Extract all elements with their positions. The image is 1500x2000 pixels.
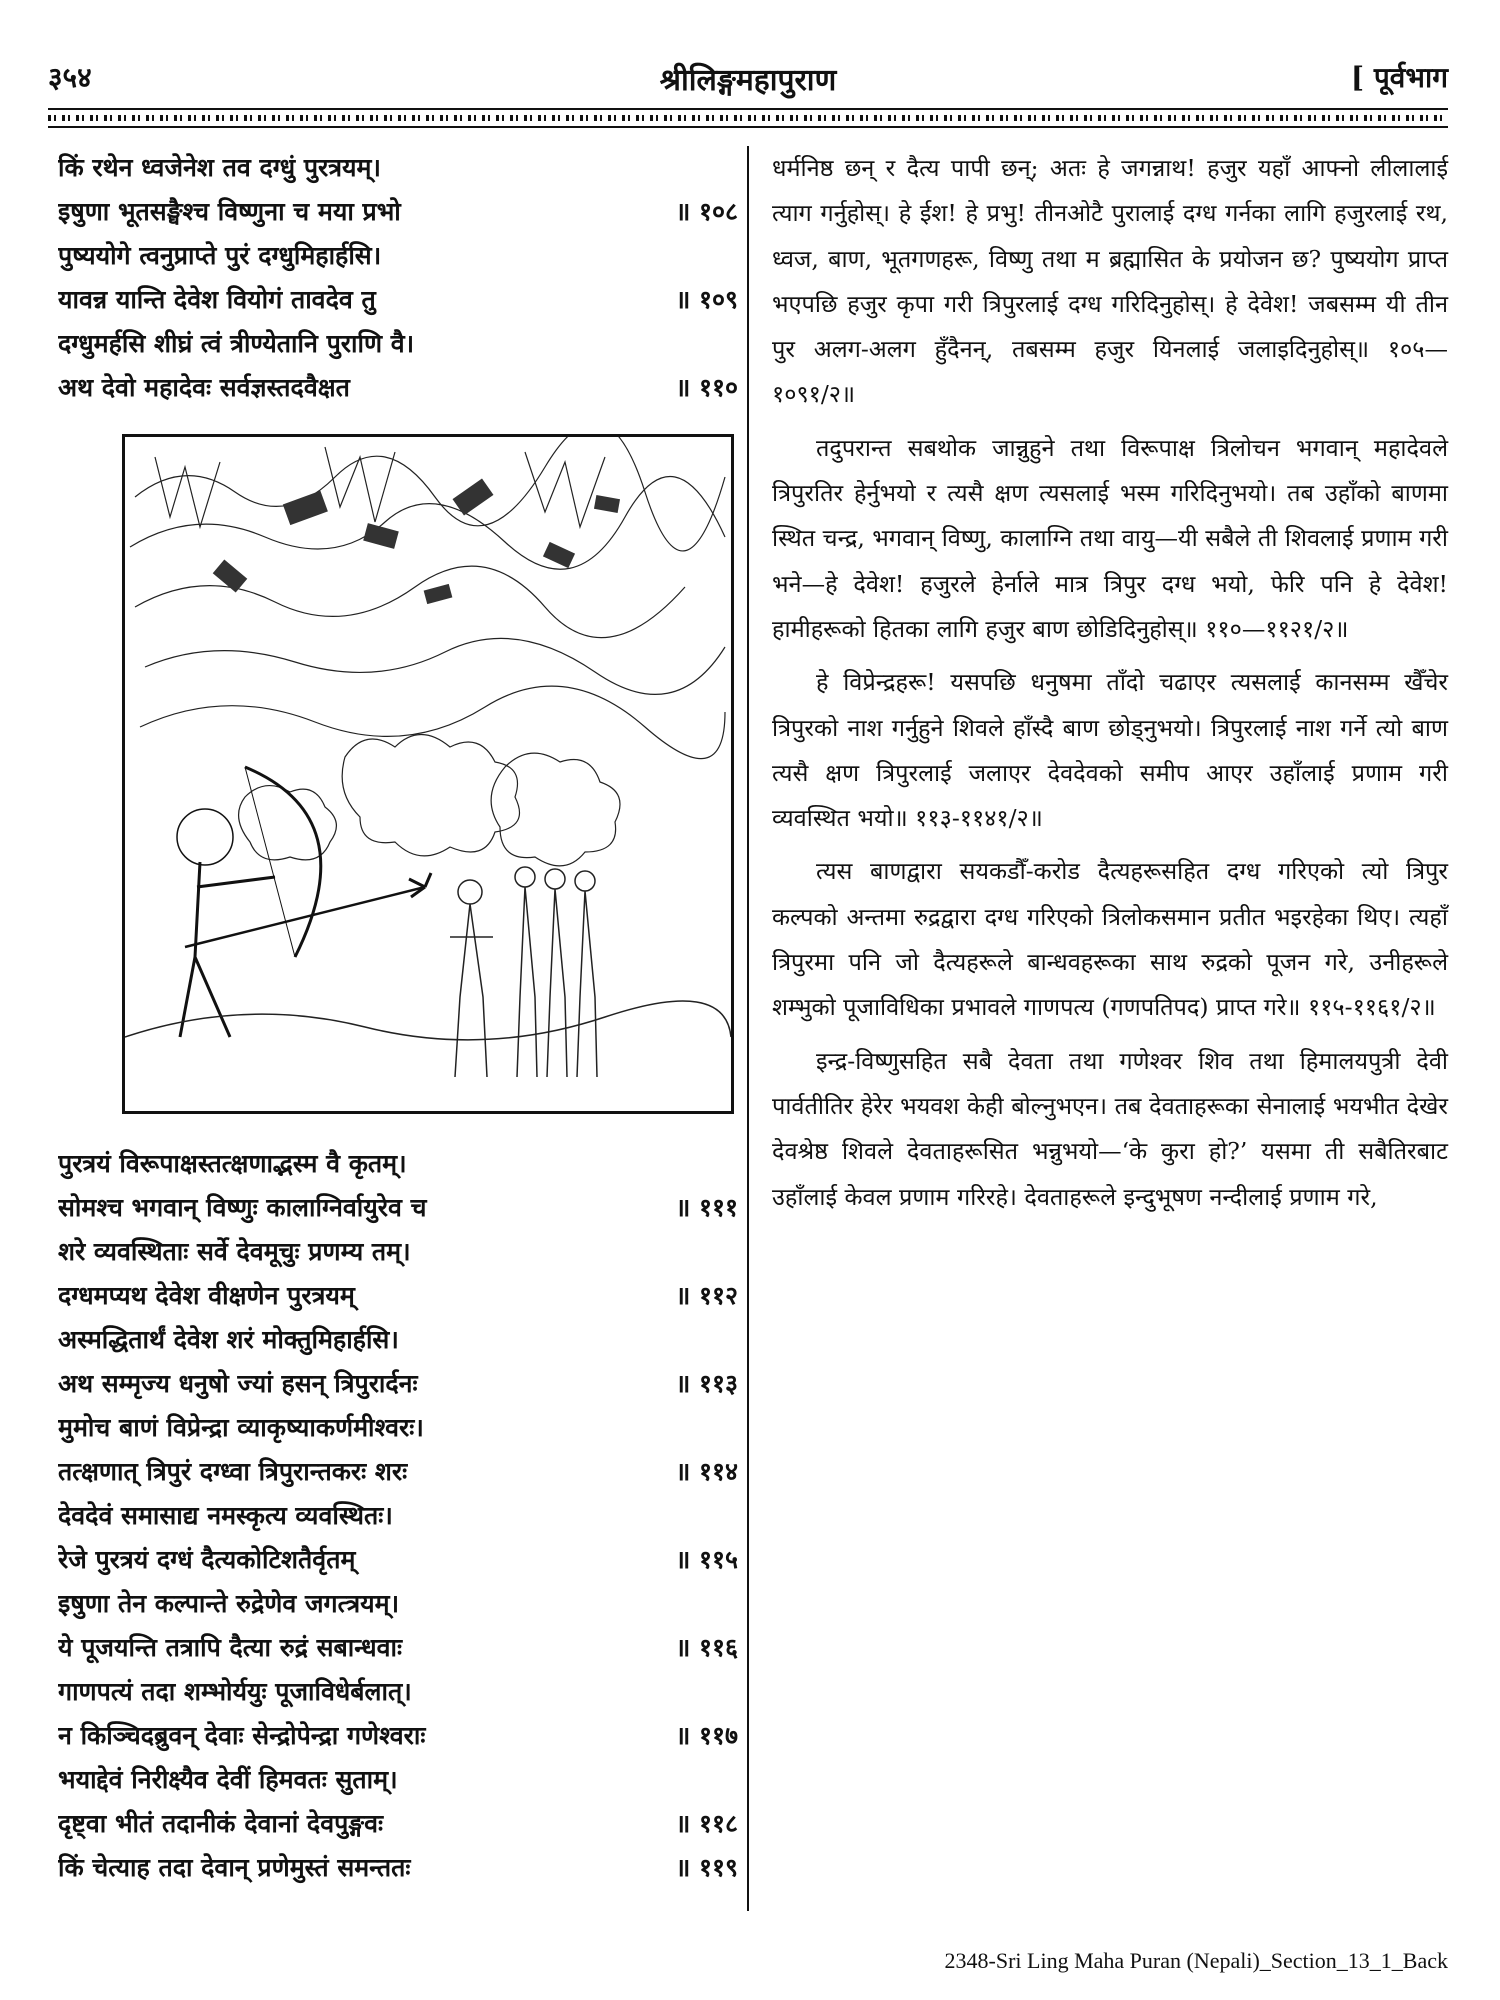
nepali-translation-column <box>772 146 1448 1228</box>
shiva-tripura-illustration <box>122 434 734 1114</box>
verse-line: मुमोच बाणं विप्रेन्द्रा व्याकृष्याकर्णमीश्वरः। <box>58 1413 424 1442</box>
verse-line: दृष्ट्वा भीतं तदानीकं देवानां देवपुङ्गवः ॥ ११८ <box>58 1809 738 1838</box>
verse-line: रेजे पुरत्रयं दग्धं दैत्यकोटिशतैर्वृतम् ॥ ११५ <box>58 1545 738 1574</box>
verse-line: अथ देवो महादेवः सर्वज्ञस्तदवैक्षत ॥ ११० <box>58 373 738 402</box>
verse-line: किं चेत्याह तदा देवान् प्रणेमुस्तं समन्ततः ॥ ११९ <box>58 1853 738 1882</box>
translation-paragraph: त्यस बाणद्वारा सयकडौँ-करोड दैत्यहरूसहित दग्ध गरिएको त्यो त्रिपुर कल्पको अन्तमा रुद्रद्वारा दग्ध गरिएको त्रिलोकसमान प्रतीत भइरहेका थिए। त्यहाँ त्रिपुरमा पनि जो दैत्यहरूले बान्धवहरूका साथ रुद्रको पूजन गरे, उनीहरूले शम्भुको पूजाविधिका प्रभावले गाणपत्य (गणपतिपद) प्राप्त गरे॥ ११५-११६१/२॥ <box>772 857 1448 1022</box>
book-title: श्रीलिङ्गमहापुराण <box>659 63 837 98</box>
verse-line: इषुणा तेन कल्पान्ते रुद्रेणेव जगत्त्रयम्। <box>58 1589 400 1618</box>
verse-line: यावन्न यान्ति देवेश वियोगं तावदेव तु ॥ १०९ <box>58 285 738 314</box>
verse-line: देवदेवं समासाद्य नमस्कृत्य व्यवस्थितः। <box>58 1501 393 1530</box>
page-header <box>48 58 1448 104</box>
verse-line: इषुणा भूतसङ्घैश्च विष्णुना च मया प्रभो ॥ १०८ <box>58 197 738 226</box>
verse-line: तत्क्षणात् त्रिपुरं दग्ध्वा त्रिपुरान्तकरः शरः ॥ ११४ <box>58 1457 738 1486</box>
verse-line: भयाद्देवं निरीक्ष्यैव देवीं हिमवतः सुताम्। <box>58 1765 398 1794</box>
verse-line: पुरत्रयं विरूपाक्षस्तत्क्षणाद्भस्म वै कृतम्। <box>58 1149 407 1178</box>
translation-paragraph: हे विप्रेन्द्रहरू! यसपछि धनुषमा ताँदो चढाएर त्यसलाई कानसम्म खैँचेर त्रिपुरको नाश गर्नुहुने शिवले हाँस्दै बाण छोड्नुभयो। त्रिपुरलाई नाश गर्ने त्यो बाण त्यसै क्षण त्रिपुरलाई जलाएर देवदेवको समीप आएर उहाँलाई प्रणाम गरी व्यवस्थित भयो॥ ११३-११४१/२॥ <box>772 668 1448 833</box>
translation-paragraph: तदुपरान्त सबथोक जान्नुहुने तथा विरूपाक्ष त्रिलोचन भगवान् महादेवले त्रिपुरतिर हेर्नुभयो र त्यसै क्षण त्यसलाई भस्म गरिदिनुभयो। तब उहाँको बाणमा स्थित चन्द्र, भगवान् विष्णु, कालाग्नि तथा वायु—यी सबैले ती शिवलाई प्रणाम गरी भने—हे देवेश! हजुरले हेर्नाले मात्र त्रिपुर दग्ध भयो, फेरि पनि हे देवेश! हामीहरूको हितका लागि हजुर बाण छोडिदिनुहोस्॥ ११०—११२१/२॥ <box>772 433 1448 643</box>
verse-line: दग्धमप्यथ देवेश वीक्षणेन पुरत्रयम् ॥ ११२ <box>58 1281 738 1310</box>
verse-line: दग्धुमर्हसि शीघ्रं त्वं त्रीण्येतानि पुराणि वै। <box>58 329 415 358</box>
verse-line: किं रथेन ध्वजेनेश तव दग्धुं पुरत्रयम्। <box>58 153 381 182</box>
column-divider <box>747 146 749 1911</box>
page-number: ३५४ <box>48 61 92 94</box>
verse-line: न किञ्चिदब्रुवन् देवाः सेन्द्रोपेन्द्रा गणेश्वराः ॥ ११७ <box>58 1721 738 1750</box>
verse-line: गाणपत्यं तदा शम्भोर्ययुः पूजाविधेर्बलात्। <box>58 1677 412 1706</box>
translation-paragraph: धर्मनिष्ठ छन् र दैत्य पापी छन्; अतः हे जगन्नाथ! हजुर यहाँ आफ्नो लीलालाई त्याग गर्नुहोस्। हे ईश! हे प्रभु! तीनओटै पुरालाई दग्ध गर्नका लागि हजुरलाई रथ, ध्वज, बाण, भूतगणहरू, विष्णु तथा म ब्रह्मासित के प्रयोजन छ? पुष्ययोग प्राप्त भएपछि हजुर कृपा गरी त्रिपुरलाई दग्ध गरिदिनुहोस्। हे देवेश! जबसम्म यी तीन पुर अलग-अलग हुँदैनन्, तबसम्म हजुर यिनलाई जलाइदिनुहोस्॥ १०५—१०९१/२॥ <box>772 154 1448 409</box>
verse-line: पुष्ययोगे त्वनुप्राप्ते पुरं दग्धुमिहार्हसि। <box>58 241 382 270</box>
decorative-border <box>48 108 1448 128</box>
verse-line: सोमश्च भगवान् विष्णुः कालाग्निर्वायुरेव च ॥ १११ <box>58 1193 738 1222</box>
verse-line: अस्मद्धितार्थं देवेश शरं मोक्तुमिहार्हसि। <box>58 1325 399 1354</box>
sanskrit-column <box>58 146 738 1890</box>
section-label: [ पूर्वभाग <box>1350 61 1448 94</box>
verse-line: ये पूजयन्ति तत्रापि दैत्या रुद्रं सबान्धवाः ॥ ११६ <box>58 1633 738 1662</box>
translation-paragraph: इन्द्र-विष्णुसहित सबै देवता तथा गणेश्वर शिव तथा हिमालयपुत्री देवी पार्वतीतिर हेरेर भयवश केही बोल्नुभएन। तब देवताहरूका सेनालाई भयभीत देखेर देवश्रेष्ठ शिवले देवताहरूसित भन्नुभयो—‘के कुरा हो?’ यसमा ती सबैतिरबाट उहाँलाई केवल प्रणाम गरिरहे। देवताहरूले इन्दुभूषण नन्दीलाई प्रणाम गरे, <box>772 1046 1448 1211</box>
print-footer: 2348-Sri Ling Maha Puran (Nepali)_Section_13_1_Back <box>944 1948 1448 1973</box>
verse-line: अथ सम्मृज्य धनुषो ज्यां हसन् त्रिपुरार्दनः ॥ ११३ <box>58 1369 738 1398</box>
verse-line: शरे व्यवस्थिताः सर्वे देवमूचुः प्रणम्य तम्। <box>58 1237 411 1266</box>
